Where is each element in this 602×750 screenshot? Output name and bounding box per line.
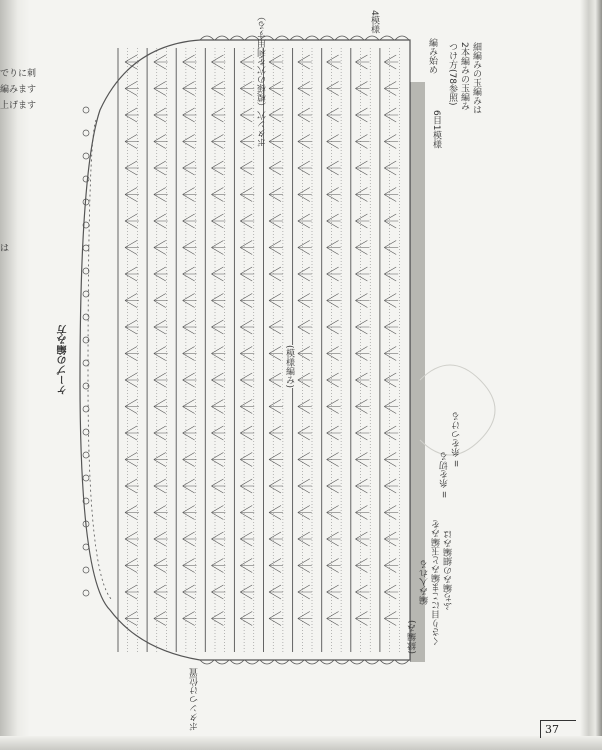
pattern-count-top: 4模様	[369, 10, 379, 34]
note-right-3: つけ方(78参照)	[447, 42, 457, 106]
edge-label: (縁編み)	[408, 620, 418, 655]
center-label: (模様編み)	[284, 345, 294, 389]
page-number: 37	[540, 720, 576, 738]
edge-note-2: くさり目にこま編みと玉編みを	[432, 520, 442, 646]
legend-cut: = 糸を切る	[440, 452, 450, 499]
left-page-text-3: 上げます	[0, 101, 37, 111]
start-label: 編み始め	[427, 38, 437, 74]
pattern-count-left: 6目1模様	[431, 110, 441, 149]
diagram-title: ケープの編み方	[58, 325, 69, 395]
edge-note-1: ふち編みの細編みは	[444, 530, 454, 611]
button-position-label: ボタンつけ位置	[190, 668, 200, 731]
note-right-2: 2本編みの玉編み	[459, 42, 469, 111]
cape-edge-inner	[88, 120, 112, 600]
left-page-text-1: でりに刺	[0, 69, 37, 79]
legend-attach: = 糸をつける	[452, 412, 462, 468]
buttonhole-label: ボタン穴（模様の穴を利用する）	[258, 12, 268, 147]
edge-note-3: 編み入れる	[420, 560, 430, 605]
left-page-text-2: 編みます	[0, 85, 37, 95]
note-right-1: 細編みの玉編みは	[471, 42, 481, 114]
left-page-text-4: は	[0, 244, 10, 254]
